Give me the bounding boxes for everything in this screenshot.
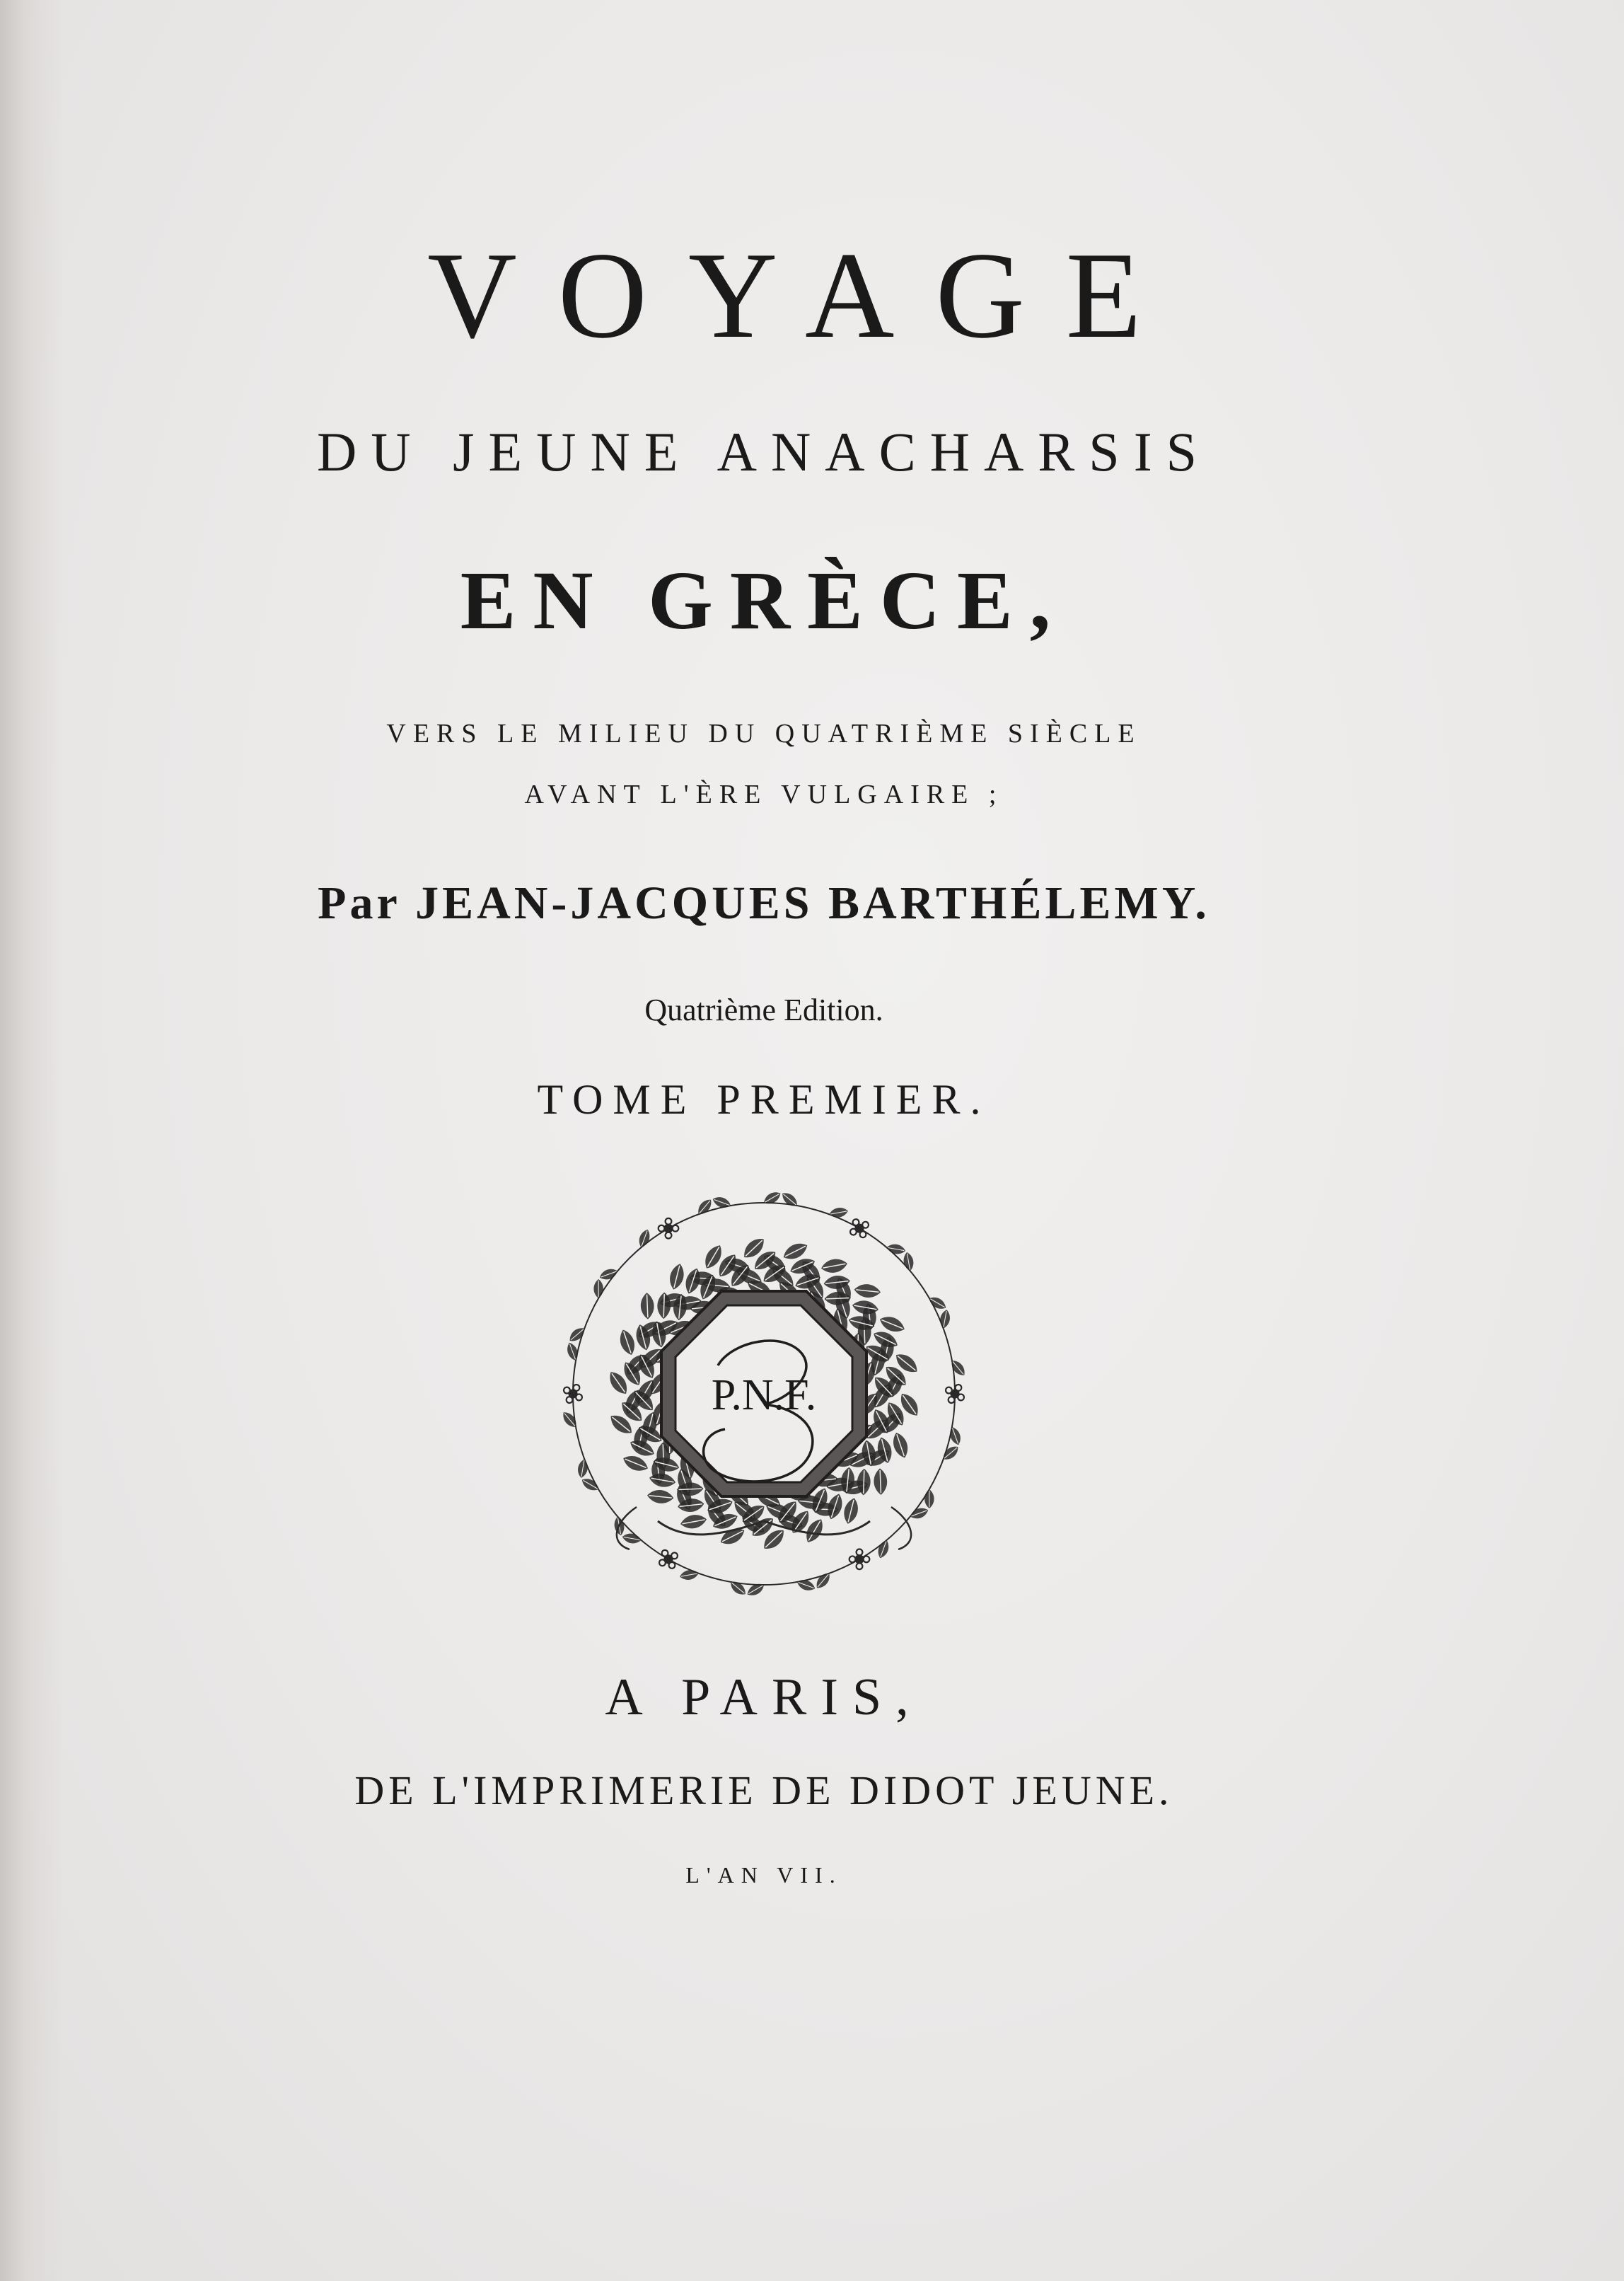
book-location: EN GRÈCE, [460, 554, 1068, 647]
period-line-2: AVANT L'ÈRE VULGAIRE ; [524, 780, 1004, 809]
edition-line: Quatrième Edition. [644, 993, 883, 1027]
book-title: VOYAGE [427, 226, 1183, 364]
period-line-1: VERS LE MILIEU DU QUATRIÈME SIÈCLE [386, 719, 1142, 749]
volume-line: TOME PREMIER. [537, 1076, 991, 1123]
imprint-year: L'AN VII. [685, 1862, 842, 1888]
printer-emblem-wreath [552, 1189, 976, 1613]
imprint-city: A PARIS, [605, 1668, 923, 1726]
emblem-monogram: P.N.F. [711, 1371, 817, 1419]
book-subtitle: DU JEUNE ANACHARSIS [316, 421, 1212, 483]
imprint-printer: DE L'IMPRIMERIE DE DIDOT JEUNE. [354, 1767, 1173, 1813]
author-line: Par JEAN-JACQUES BARTHÉLEMY. [318, 877, 1210, 929]
